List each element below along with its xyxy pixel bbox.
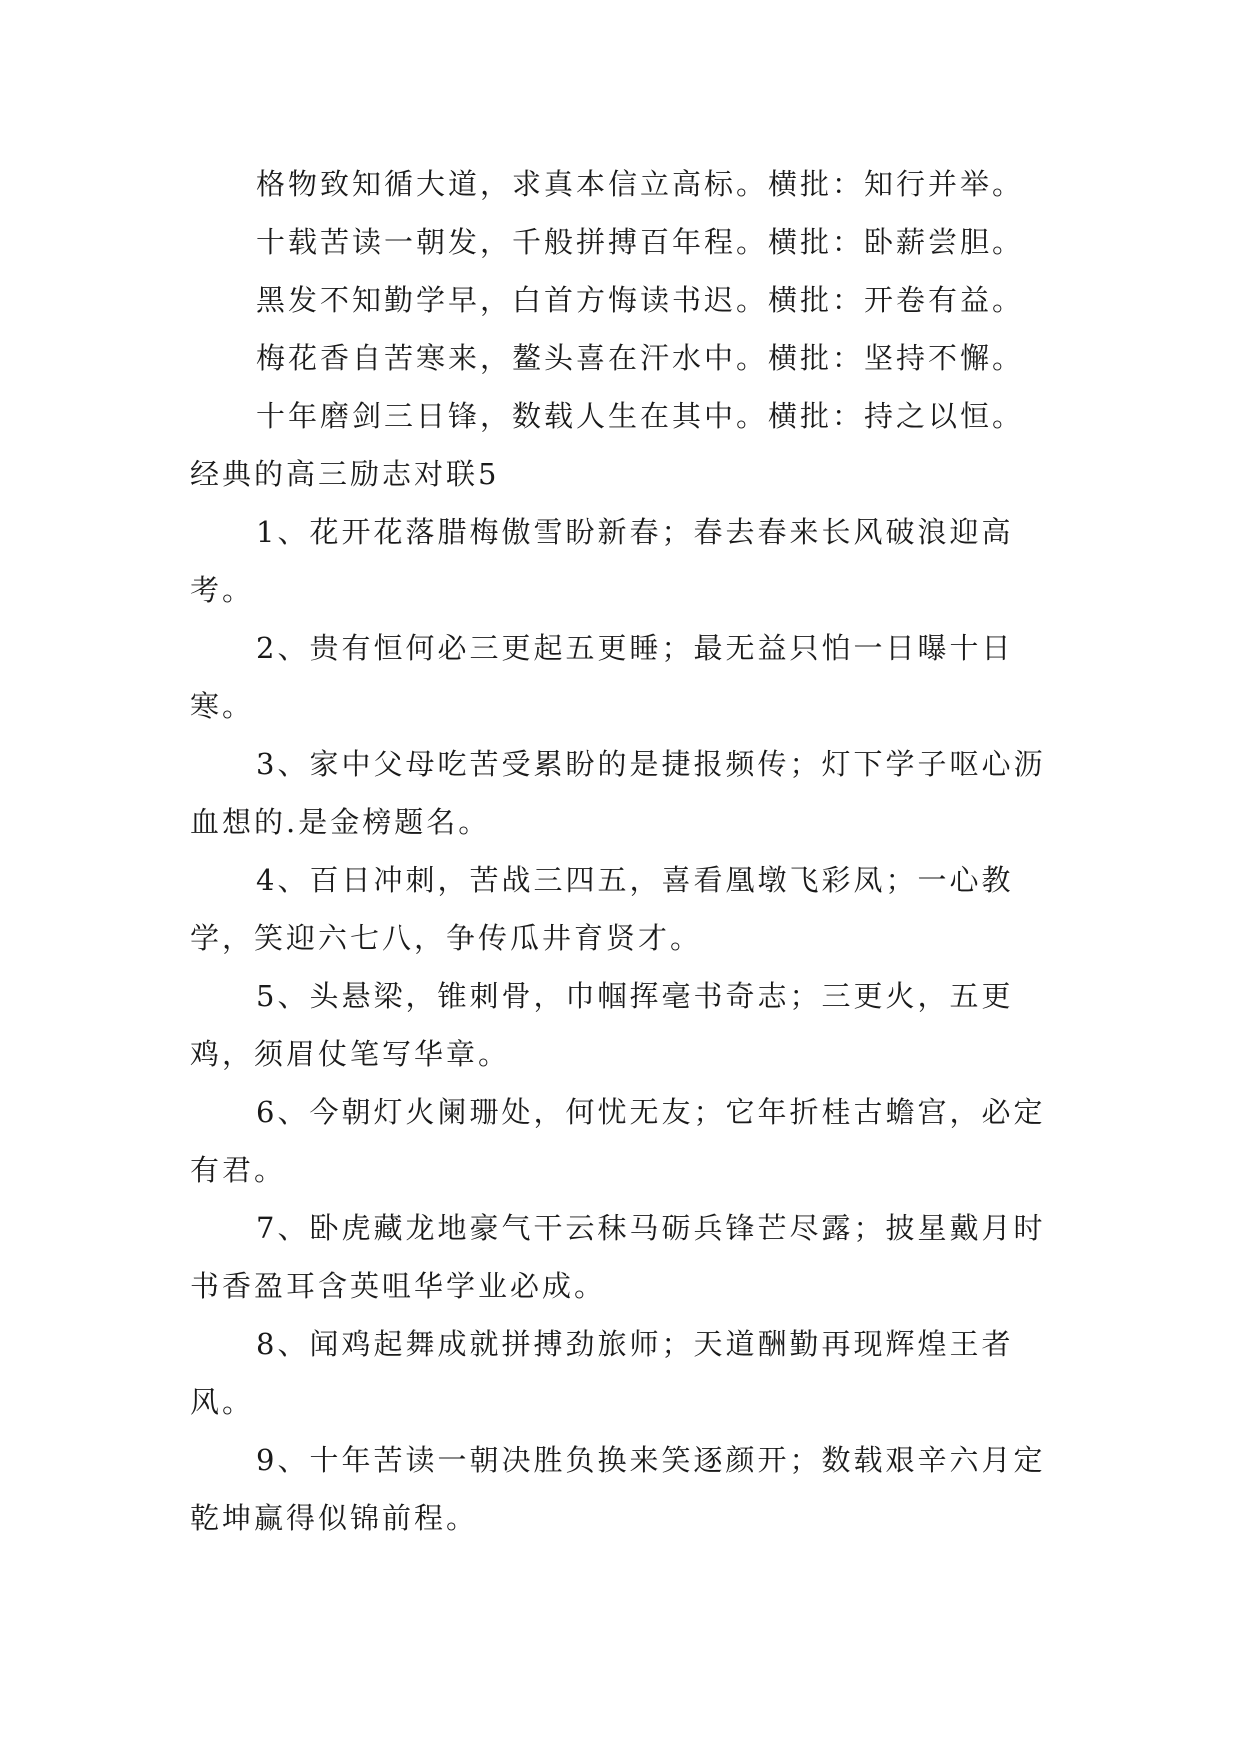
couplet-line: 十年磨剑三日锋，数载人生在其中。横批：持之以恒。 [256,399,1025,433]
list-item: 6、今朝灯火阑珊处，何忧无友；它年折桂古蟾宫，必定有君。 [190,1095,1046,1187]
list-item: 4、百日冲刺，苦战三四五，喜看凰墩飞彩凤；一心教学，笑迎六七八，争传瓜井育贤才。 [190,863,1014,955]
list-item: 1、花开花落腊梅傲雪盼新春；春去春来长风破浪迎高考。 [190,515,1014,607]
list-item: 9、十年苦读一朝决胜负换来笑逐颜开；数载艰辛六月定乾坤赢得似锦前程。 [190,1443,1046,1535]
couplet-line: 黑发不知勤学早，白首方悔读书迟。横批：开卷有益。 [256,283,1025,317]
couplet-line: 格物致知循大道，求真本信立高标。横批：知行并举。 [256,167,1025,201]
couplet-line: 十载苦读一朝发，千般拼搏百年程。横批：卧薪尝胆。 [256,225,1025,259]
list-item: 7、卧虎藏龙地豪气干云秣马砺兵锋芒尽露；披星戴月时书香盈耳含英咀华学业必成。 [190,1211,1046,1303]
section-title: 经典的高三励志对联5 [190,457,500,491]
list-item: 8、闻鸡起舞成就拼搏劲旅师；天道酬勤再现辉煌王者风。 [190,1327,1014,1419]
list-item: 3、家中父母吃苦受累盼的是捷报频传；灯下学子呕心沥血想的.是金榜题名。 [190,747,1046,839]
list-item: 5、头悬梁，锥刺骨，巾帼挥毫书奇志；三更火，五更鸡，须眉仗笔写华章。 [190,979,1014,1071]
couplet-line: 梅花香自苦寒来，鳌头喜在汗水中。横批：坚持不懈。 [256,341,1025,375]
list-item: 2、贵有恒何必三更起五更睡；最无益只怕一日曝十日寒。 [190,631,1014,723]
document-body [190,155,1070,1547]
